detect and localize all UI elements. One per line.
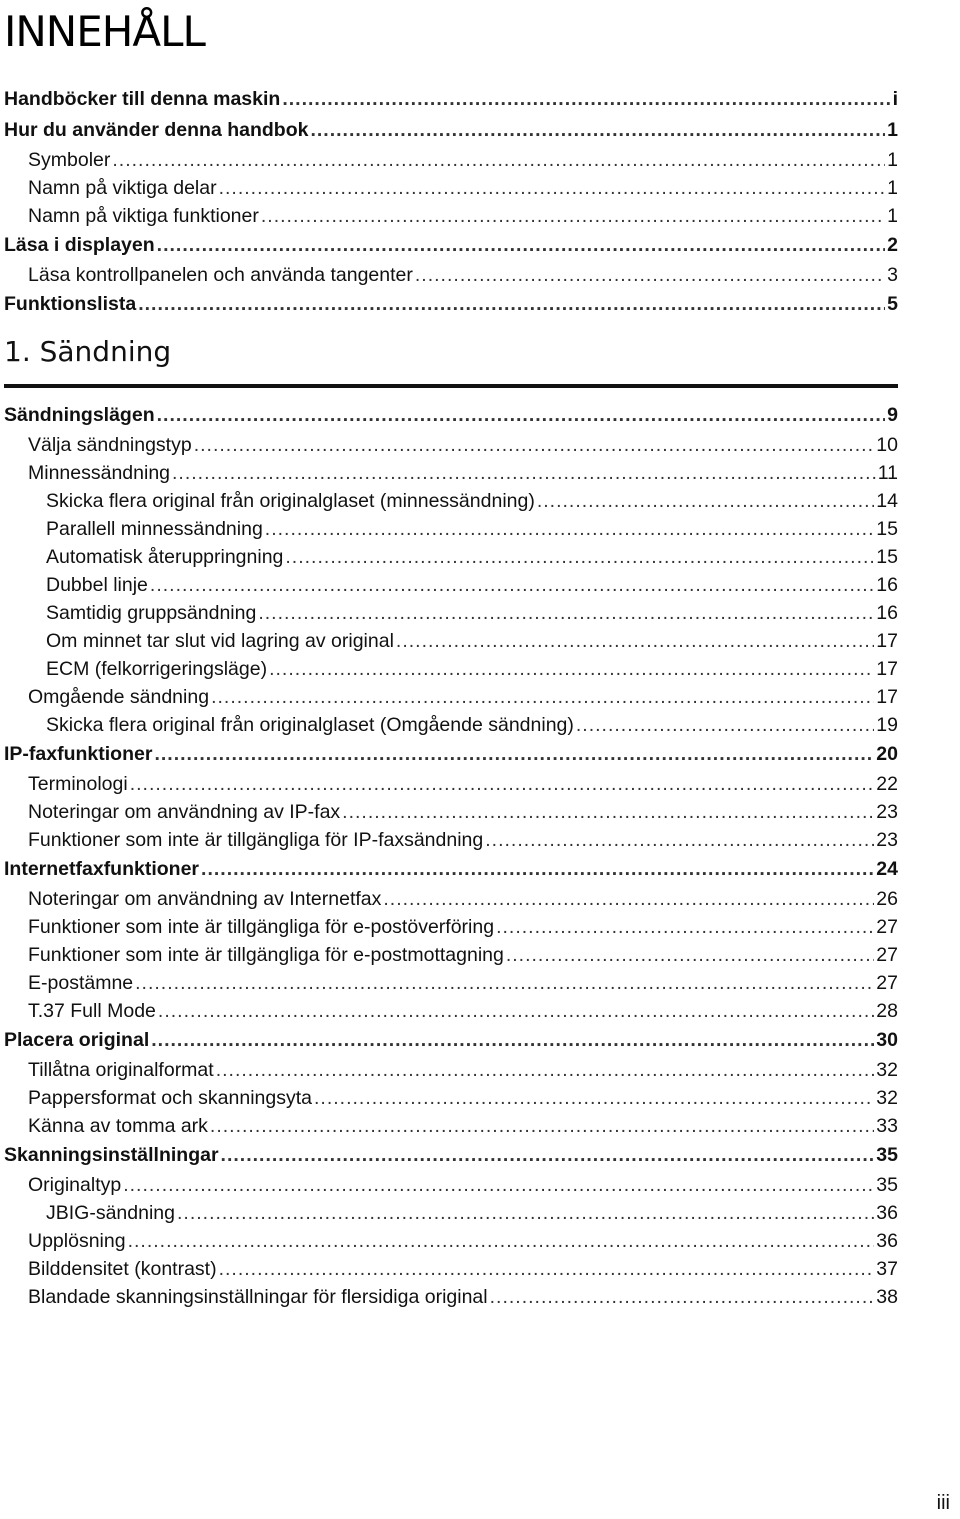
- toc-entry-page: 27: [876, 944, 898, 966]
- toc-entry-page: 15: [876, 518, 898, 540]
- page-title: INNEHÅLL: [4, 7, 205, 56]
- toc-entry-page: 24: [876, 858, 898, 880]
- toc-entry-page: 15: [876, 546, 898, 568]
- toc-entry-page: 22: [876, 773, 898, 795]
- toc-entry-page: 35: [876, 1174, 898, 1196]
- toc-entry-title: T.37 Full Mode: [28, 1000, 156, 1022]
- toc-entry-title: Terminologi: [28, 773, 128, 795]
- toc-entry-title: Läsa i displayen: [4, 234, 155, 256]
- toc-entry[interactable]: [4, 770, 898, 798]
- toc-entry-page: i: [892, 88, 898, 110]
- toc-entry[interactable]: [4, 969, 898, 997]
- toc-entry[interactable]: [4, 1227, 898, 1255]
- toc-entry-title: Noteringar om användning av IP-fax: [28, 801, 341, 823]
- toc-entry[interactable]: [4, 115, 898, 146]
- toc-leader-dots: [269, 655, 874, 683]
- toc-leader-dots: [210, 1112, 874, 1140]
- toc-entry-title: Hur du använder denna handbok: [4, 119, 309, 141]
- toc-entry-title: Handböcker till denna maskin: [4, 88, 281, 110]
- toc-entry-title: Dubbel linje: [46, 574, 148, 596]
- toc-leader-dots: [415, 261, 885, 289]
- toc-leader-dots: [258, 599, 874, 627]
- toc-entry[interactable]: [4, 997, 898, 1025]
- toc-entry[interactable]: [4, 711, 898, 739]
- toc-entry-page: 1: [887, 177, 898, 199]
- toc-leader-dots: [201, 854, 874, 885]
- toc-entry-page: 11: [877, 462, 898, 484]
- toc-leader-dots: [157, 400, 886, 431]
- toc-leader-dots: [576, 711, 874, 739]
- toc-entry-title: Läsa kontrollpanelen och använda tangenter: [28, 264, 413, 286]
- toc-leader-dots: [265, 515, 875, 543]
- toc-leader-dots: [157, 230, 885, 261]
- toc-entry-page: 35: [876, 1144, 898, 1166]
- toc-entry-title: Funktioner som inte är tillgängliga för IP-faxsändning: [28, 829, 484, 851]
- toc-entry-title: Om minnet tar slut vid lagring av original: [46, 630, 394, 652]
- toc-entry[interactable]: [4, 174, 898, 202]
- toc-leader-dots: [285, 543, 874, 571]
- toc-entry[interactable]: [4, 941, 898, 969]
- page-number: iii: [936, 1492, 950, 1514]
- toc-entry-title: Bilddensitet (kontrast): [28, 1258, 217, 1280]
- toc-leader-dots: [130, 770, 875, 798]
- toc-entry-page: 23: [876, 829, 898, 851]
- toc-leader-dots: [396, 627, 874, 655]
- toc-entry-title: Blandade skanningsinställningar för flersidiga original: [28, 1286, 488, 1308]
- toc-entry[interactable]: [4, 1140, 898, 1171]
- toc-entry[interactable]: [4, 431, 898, 459]
- toc-leader-dots: [485, 826, 874, 854]
- toc-entry-title: Minnessändning: [28, 462, 171, 484]
- toc-leader-dots: [150, 571, 874, 599]
- toc-entry[interactable]: [4, 1056, 898, 1084]
- toc-entry-title: Pappersformat och skanningsyta: [28, 1087, 312, 1109]
- toc-entry-title: Namn på viktiga funktioner: [28, 205, 259, 227]
- toc-leader-dots: [211, 683, 874, 711]
- toc-entry-title: Parallell minnessändning: [46, 518, 263, 540]
- toc-entry-title: Funktioner som inte är tillgängliga för e-postmottagning: [28, 944, 504, 966]
- toc-entry-page: 10: [876, 434, 898, 456]
- toc-leader-dots: [194, 431, 875, 459]
- toc-leader-dots: [314, 1084, 874, 1112]
- toc-entry-page: 36: [876, 1230, 898, 1252]
- toc-leader-dots: [506, 941, 874, 969]
- toc-leader-dots: [496, 913, 874, 941]
- toc-entry-page: 14: [876, 490, 898, 512]
- toc-entry-page: 17: [876, 630, 898, 652]
- toc-leader-dots: [342, 798, 874, 826]
- toc-entry-title: Skanningsinställningar: [4, 1144, 219, 1166]
- toc-entry-page: 28: [876, 1000, 898, 1022]
- toc-entry-page: 27: [876, 972, 898, 994]
- toc-leader-dots: [219, 1255, 875, 1283]
- toc-entry-page: 9: [887, 404, 898, 426]
- toc-entry[interactable]: [4, 1025, 898, 1056]
- toc-entry-title: IP-faxfunktioner: [4, 743, 153, 765]
- toc-leader-dots: [154, 739, 874, 770]
- toc-entry-title: ECM (felkorrigeringsläge): [46, 658, 268, 680]
- toc-entry-title: Internetfaxfunktioner: [4, 858, 200, 880]
- toc-entry-page: 32: [876, 1059, 898, 1081]
- toc-entry-page: 23: [876, 801, 898, 823]
- toc-entry[interactable]: [4, 202, 898, 230]
- chapter-title: 1. Sändning: [4, 335, 172, 368]
- toc-entry-page: 37: [876, 1258, 898, 1280]
- toc-entry-page: 17: [876, 686, 898, 708]
- toc-entry-page: 16: [876, 602, 898, 624]
- toc-entry[interactable]: [4, 84, 898, 115]
- toc-leader-dots: [310, 115, 885, 146]
- toc-entry-page: 38: [876, 1286, 898, 1308]
- toc-leader-dots: [261, 202, 885, 230]
- toc-entry[interactable]: [4, 1112, 898, 1140]
- toc-entry-page: 16: [876, 574, 898, 596]
- toc-entry-page: 17: [876, 658, 898, 680]
- toc-entry-title: Känna av tomma ark: [28, 1115, 208, 1137]
- toc-entry[interactable]: [4, 627, 898, 655]
- toc-entry[interactable]: [4, 571, 898, 599]
- toc-entry-page: 1: [887, 205, 898, 227]
- toc-entry-page: 3: [887, 264, 898, 286]
- toc-entry-title: Tillåtna originalformat: [28, 1059, 214, 1081]
- toc-entry[interactable]: [4, 1199, 898, 1227]
- toc-entry-page: 5: [887, 293, 898, 315]
- toc-entry[interactable]: [4, 826, 898, 854]
- toc-entry-title: Automatisk återuppringning: [46, 546, 284, 568]
- toc-entry-page: 33: [876, 1115, 898, 1137]
- toc-leader-dots: [177, 1199, 874, 1227]
- toc-entry[interactable]: [4, 1084, 898, 1112]
- toc-entry-title: Noteringar om användning av Internetfax: [28, 888, 382, 910]
- toc-leader-dots: [112, 146, 885, 174]
- toc-entry[interactable]: [4, 1255, 898, 1283]
- toc-entry-page: 1: [887, 149, 898, 171]
- toc-entry-page: 20: [876, 743, 898, 765]
- toc-entry-title: Originaltyp: [28, 1174, 122, 1196]
- toc-entry[interactable]: [4, 289, 898, 320]
- toc-entry-title: Välja sändningstyp: [28, 434, 192, 456]
- table-of-contents: [4, 84, 898, 1311]
- toc-entry-page: 19: [876, 714, 898, 736]
- toc-entry[interactable]: [4, 146, 898, 174]
- toc-entry-page: 30: [876, 1029, 898, 1051]
- toc-leader-dots: [123, 1171, 874, 1199]
- toc-entry[interactable]: [4, 261, 898, 289]
- toc-leader-dots: [135, 969, 874, 997]
- toc-entry[interactable]: [4, 599, 898, 627]
- toc-entry-title: Samtidig gruppsändning: [46, 602, 257, 624]
- toc-entry[interactable]: [4, 1171, 898, 1199]
- toc-entry-title: Upplösning: [28, 1230, 126, 1252]
- chapter-heading: [4, 320, 898, 400]
- toc-entry-title: Omgående sändning: [28, 686, 210, 708]
- toc-entry-page: 26: [876, 888, 898, 910]
- toc-entry[interactable]: [4, 487, 898, 515]
- toc-entry[interactable]: [4, 230, 898, 261]
- toc-entry[interactable]: [4, 400, 898, 431]
- chapter-rule: [4, 384, 898, 388]
- toc-entry-title: E-postämne: [28, 972, 134, 994]
- toc-entry-page: 36: [876, 1202, 898, 1224]
- toc-entry-title: Placera original: [4, 1029, 150, 1051]
- toc-entry-page: 32: [876, 1087, 898, 1109]
- toc-entry-title: Sändningslägen: [4, 404, 155, 426]
- toc-entry[interactable]: [4, 798, 898, 826]
- toc-entry-page: 2: [887, 234, 898, 256]
- toc-entry-title: Symboler: [28, 149, 111, 171]
- toc-entry[interactable]: [4, 683, 898, 711]
- toc-leader-dots: [537, 487, 874, 515]
- toc-leader-dots: [158, 997, 874, 1025]
- toc-leader-dots: [151, 1025, 874, 1056]
- toc-leader-dots: [138, 289, 885, 320]
- toc-entry-title: Funktionslista: [4, 293, 137, 315]
- toc-entry-title: Funktioner som inte är tillgängliga för e-postöverföring: [28, 916, 495, 938]
- toc-leader-dots: [282, 84, 890, 115]
- toc-entry-title: Skicka flera original från originalglaset (Omgående sändning): [46, 714, 574, 736]
- toc-entry-page: 27: [876, 916, 898, 938]
- toc-entry[interactable]: [4, 854, 898, 885]
- toc-entry[interactable]: [4, 739, 898, 770]
- toc-entry[interactable]: [4, 543, 898, 571]
- toc-leader-dots: [490, 1283, 875, 1311]
- toc-entry-title: JBIG-sändning: [46, 1202, 175, 1224]
- toc-entry[interactable]: [4, 885, 898, 913]
- toc-entry[interactable]: [4, 655, 898, 683]
- toc-entry-title: Namn på viktiga delar: [28, 177, 217, 199]
- toc-entry-title: Skicka flera original från originalglaset (minnessändning): [46, 490, 535, 512]
- toc-entry-page: 1: [887, 119, 898, 141]
- toc-leader-dots: [128, 1227, 875, 1255]
- toc-leader-dots: [383, 885, 874, 913]
- toc-leader-dots: [172, 459, 876, 487]
- toc-entry[interactable]: [4, 1283, 898, 1311]
- toc-entry[interactable]: [4, 913, 898, 941]
- toc-leader-dots: [216, 1056, 875, 1084]
- toc-leader-dots: [219, 174, 886, 202]
- toc-entry[interactable]: [4, 459, 898, 487]
- toc-entry[interactable]: [4, 515, 898, 543]
- toc-leader-dots: [221, 1140, 875, 1171]
